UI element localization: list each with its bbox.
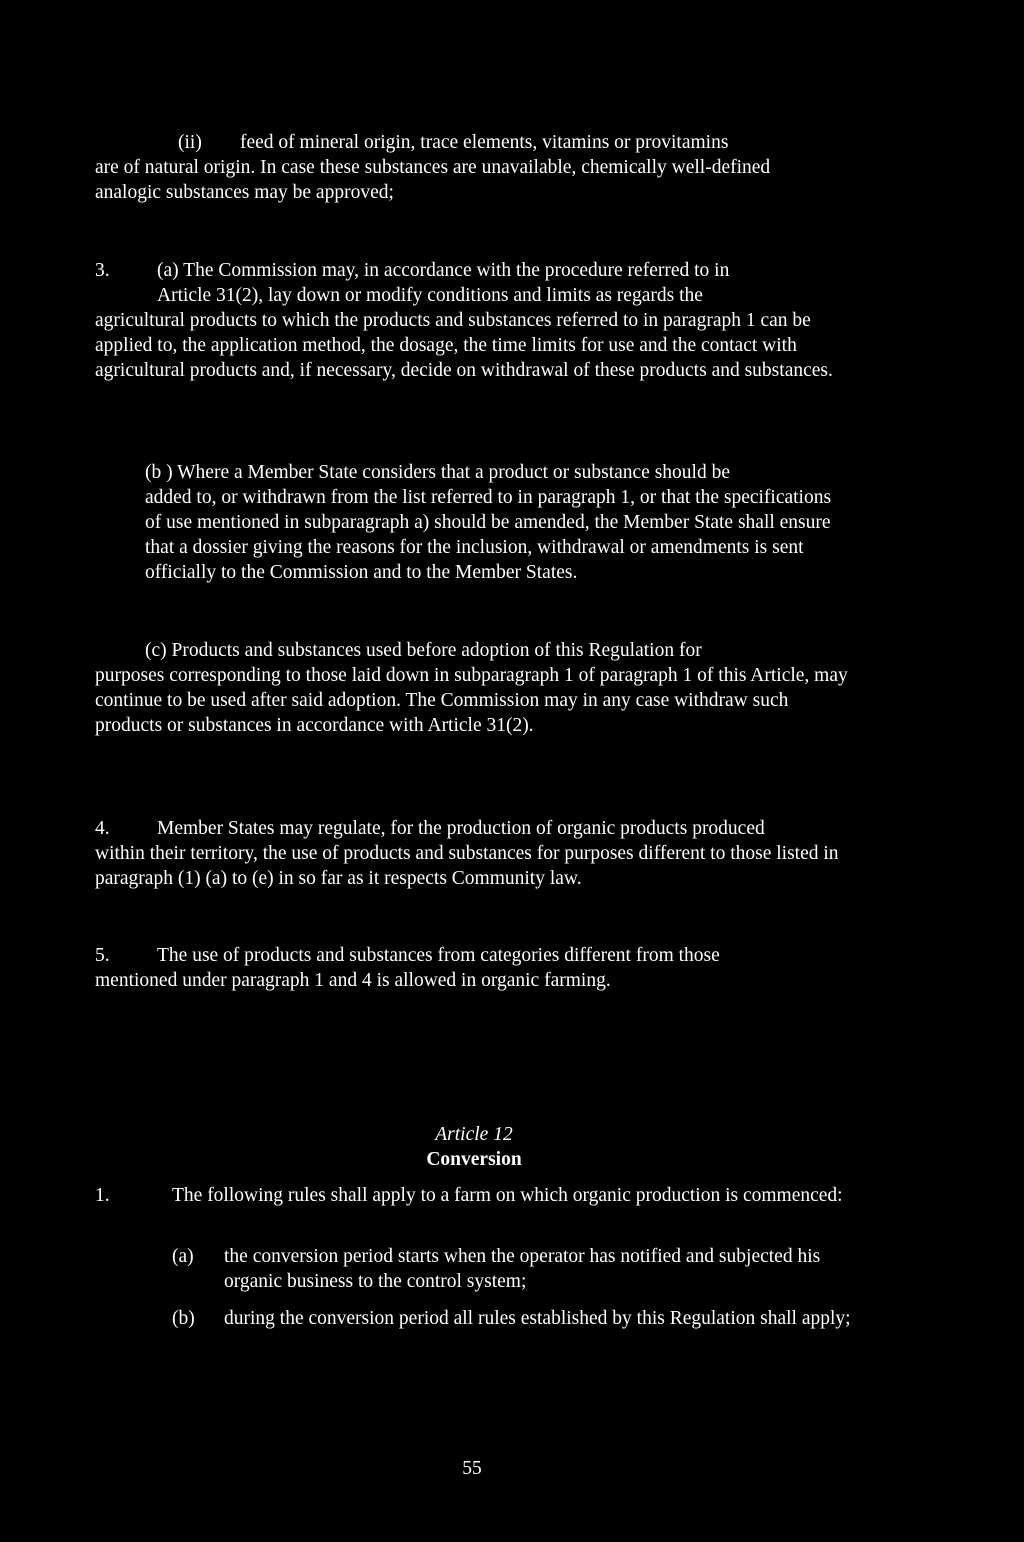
- section-ii-rest: are of natural origin. In case these substances are unavailable, chemically well-defined analogic substances may be approved;: [95, 157, 771, 203]
- article-12-paragraph-1: [95, 1183, 855, 1208]
- paragraph-3-first-line: [95, 258, 855, 283]
- article-12-item-a: [172, 1244, 855, 1294]
- article-title: Article 12: [435, 1124, 513, 1145]
- paragraph-3c: [95, 638, 855, 738]
- paragraph-3a-rest: agricultural products to which the products and substances referred to in paragraph 1 can be applied to, the application method, the dosage, the time limits for use and the contact with agricultural products and, if necessary, decide on withdrawal of these products and substances.: [95, 310, 833, 381]
- section-ii: [95, 130, 855, 205]
- article-12-item-b-text: during the conversion period all rules established by this Regulation shall apply;: [224, 1308, 851, 1329]
- section-ii-first-line: [95, 130, 855, 155]
- article-12-item-a-label: (a): [172, 1246, 194, 1267]
- paragraph-5-first-line: [95, 943, 855, 968]
- paragraph-5-number: 5.: [95, 945, 110, 966]
- article-heading: [374, 1122, 574, 1172]
- article-12-item-b-label: (b): [172, 1308, 195, 1329]
- paragraph-3-number: 3.: [95, 260, 110, 281]
- paragraph-3c-rest: purposes corresponding to those laid down in subparagraph 1 of paragraph 1 of this Article, may continue to be used after said adoption. The Commission may in any case withdraw such products or substances in accordance with Article 31(2).: [95, 665, 848, 736]
- paragraph-4-first-line: [95, 816, 855, 841]
- paragraph-3c-line1: (c) Products and substances used before adoption of this Regulation for: [145, 640, 702, 661]
- article-heading-conversion: Conversion: [426, 1149, 522, 1170]
- paragraph-3a-line1: (a) The Commission may, in accordance with the procedure referred to in: [157, 260, 730, 281]
- paragraph-3b: [145, 460, 845, 585]
- section-ii-label: (ii): [178, 132, 202, 153]
- paragraph-3: [95, 258, 855, 383]
- article-12-p1-number: 1.: [95, 1185, 110, 1206]
- paragraph-3a-line2: Article 31(2), lay down or modify conditions and limits as regards the: [157, 285, 703, 306]
- paragraph-3b-rest: added to, or withdrawn from the list referred to in paragraph 1, or that the specifications of use mentioned in subparagraph a) should be amended, the Member State shall ensure that a dossier giving the reasons for the inclusion, withdrawal or amendments is sent officially to the Commission and to the Member States.: [145, 487, 832, 583]
- article-12-p1-text: The following rules shall apply to a farm on which organic production is commenced:: [172, 1185, 843, 1206]
- paragraph-4-number: 4.: [95, 818, 110, 839]
- paragraph-4: [95, 816, 855, 891]
- page-number: 55: [462, 1458, 482, 1479]
- paragraph-5: [95, 943, 855, 993]
- paragraph-5-rest: mentioned under paragraph 1 and 4 is allowed in organic farming.: [95, 970, 611, 991]
- paragraph-4-line1: Member States may regulate, for the production of organic products produced: [157, 818, 765, 839]
- article-12-item-b: [172, 1306, 855, 1331]
- paragraph-3b-line1: (b ) Where a Member State considers that a product or substance should be: [145, 462, 730, 483]
- paragraph-4-rest: within their territory, the use of products and substances for purposes different to those listed in paragraph (1) (a) to (e) in so far as it respects Community law.: [95, 843, 839, 889]
- section-ii-line1: feed of mineral origin, trace elements, vitamins or provitamins: [240, 132, 729, 153]
- article-12-item-a-text: the conversion period starts when the operator has notified and subjected his organic business to the control system;: [224, 1246, 821, 1292]
- paragraph-5-line1: The use of products and substances from categories different from those: [157, 945, 720, 966]
